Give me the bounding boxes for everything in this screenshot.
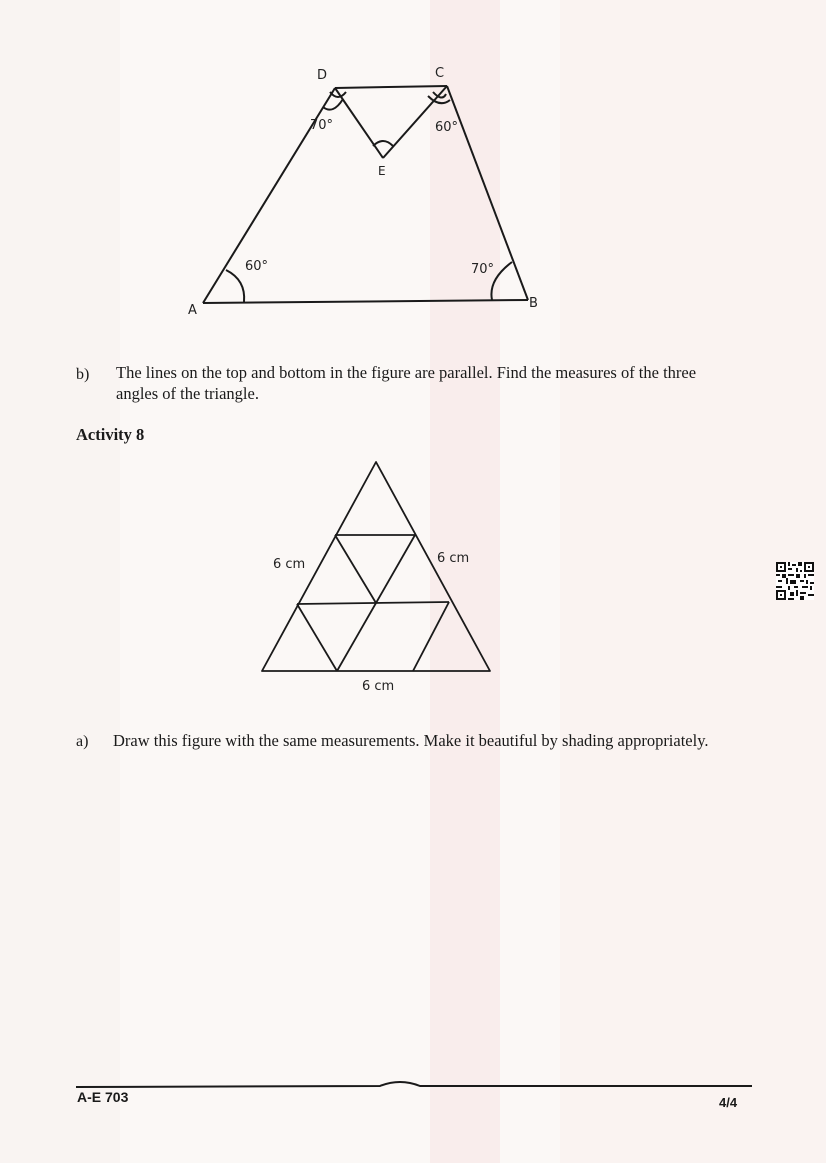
paper-code: A-E 703 (77, 1089, 129, 1105)
page-number: 4/4 (719, 1095, 738, 1110)
side-DC (335, 86, 447, 88)
rhombus-left-bottom (297, 604, 337, 671)
angle-arc-A (226, 270, 244, 302)
angle-label-A: 60° (245, 259, 269, 274)
side-DE (335, 88, 383, 158)
angle-label-B: 70° (471, 262, 495, 277)
rhombus-right-top (376, 535, 415, 603)
vertex-label-E: E (378, 164, 386, 178)
rhombus-left-top (335, 535, 376, 603)
question-a-text: Draw this figure with the same measurements. Make it beautiful by shading appropriately. (113, 731, 709, 750)
trapezoid-figure (0, 0, 826, 340)
side-label-right: 6 cm (437, 551, 470, 566)
angle-label-C: 60° (435, 120, 459, 135)
angle-arc-E (373, 141, 393, 146)
rhombus-right-bottom (413, 602, 449, 671)
triangle-pattern-figure (0, 440, 826, 680)
vertex-label-A: A (188, 303, 197, 318)
question-b-line2: angles of the triangle. (116, 384, 259, 403)
angle-arc-B (491, 262, 512, 300)
vertex-label-C: C (435, 66, 445, 81)
qr-code (776, 562, 814, 600)
question-b-line1: The lines on the top and bottom in the figure are parallel. Find the measures of the three (116, 363, 697, 382)
vertex-label-B: B (529, 296, 538, 311)
side-label-bottom: 6 cm (362, 679, 395, 694)
side-label-left: 6 cm (273, 557, 306, 572)
angle-label-D: 70° (310, 118, 334, 133)
side-AB (203, 300, 528, 303)
vertex-label-D: D (317, 68, 328, 83)
activity-heading: Activity 8 (76, 425, 145, 444)
question-a-label: a) (76, 733, 89, 750)
rhombus-mid-bottom (337, 603, 376, 671)
middle-band (297, 602, 449, 604)
question-b-label: b) (76, 366, 90, 383)
